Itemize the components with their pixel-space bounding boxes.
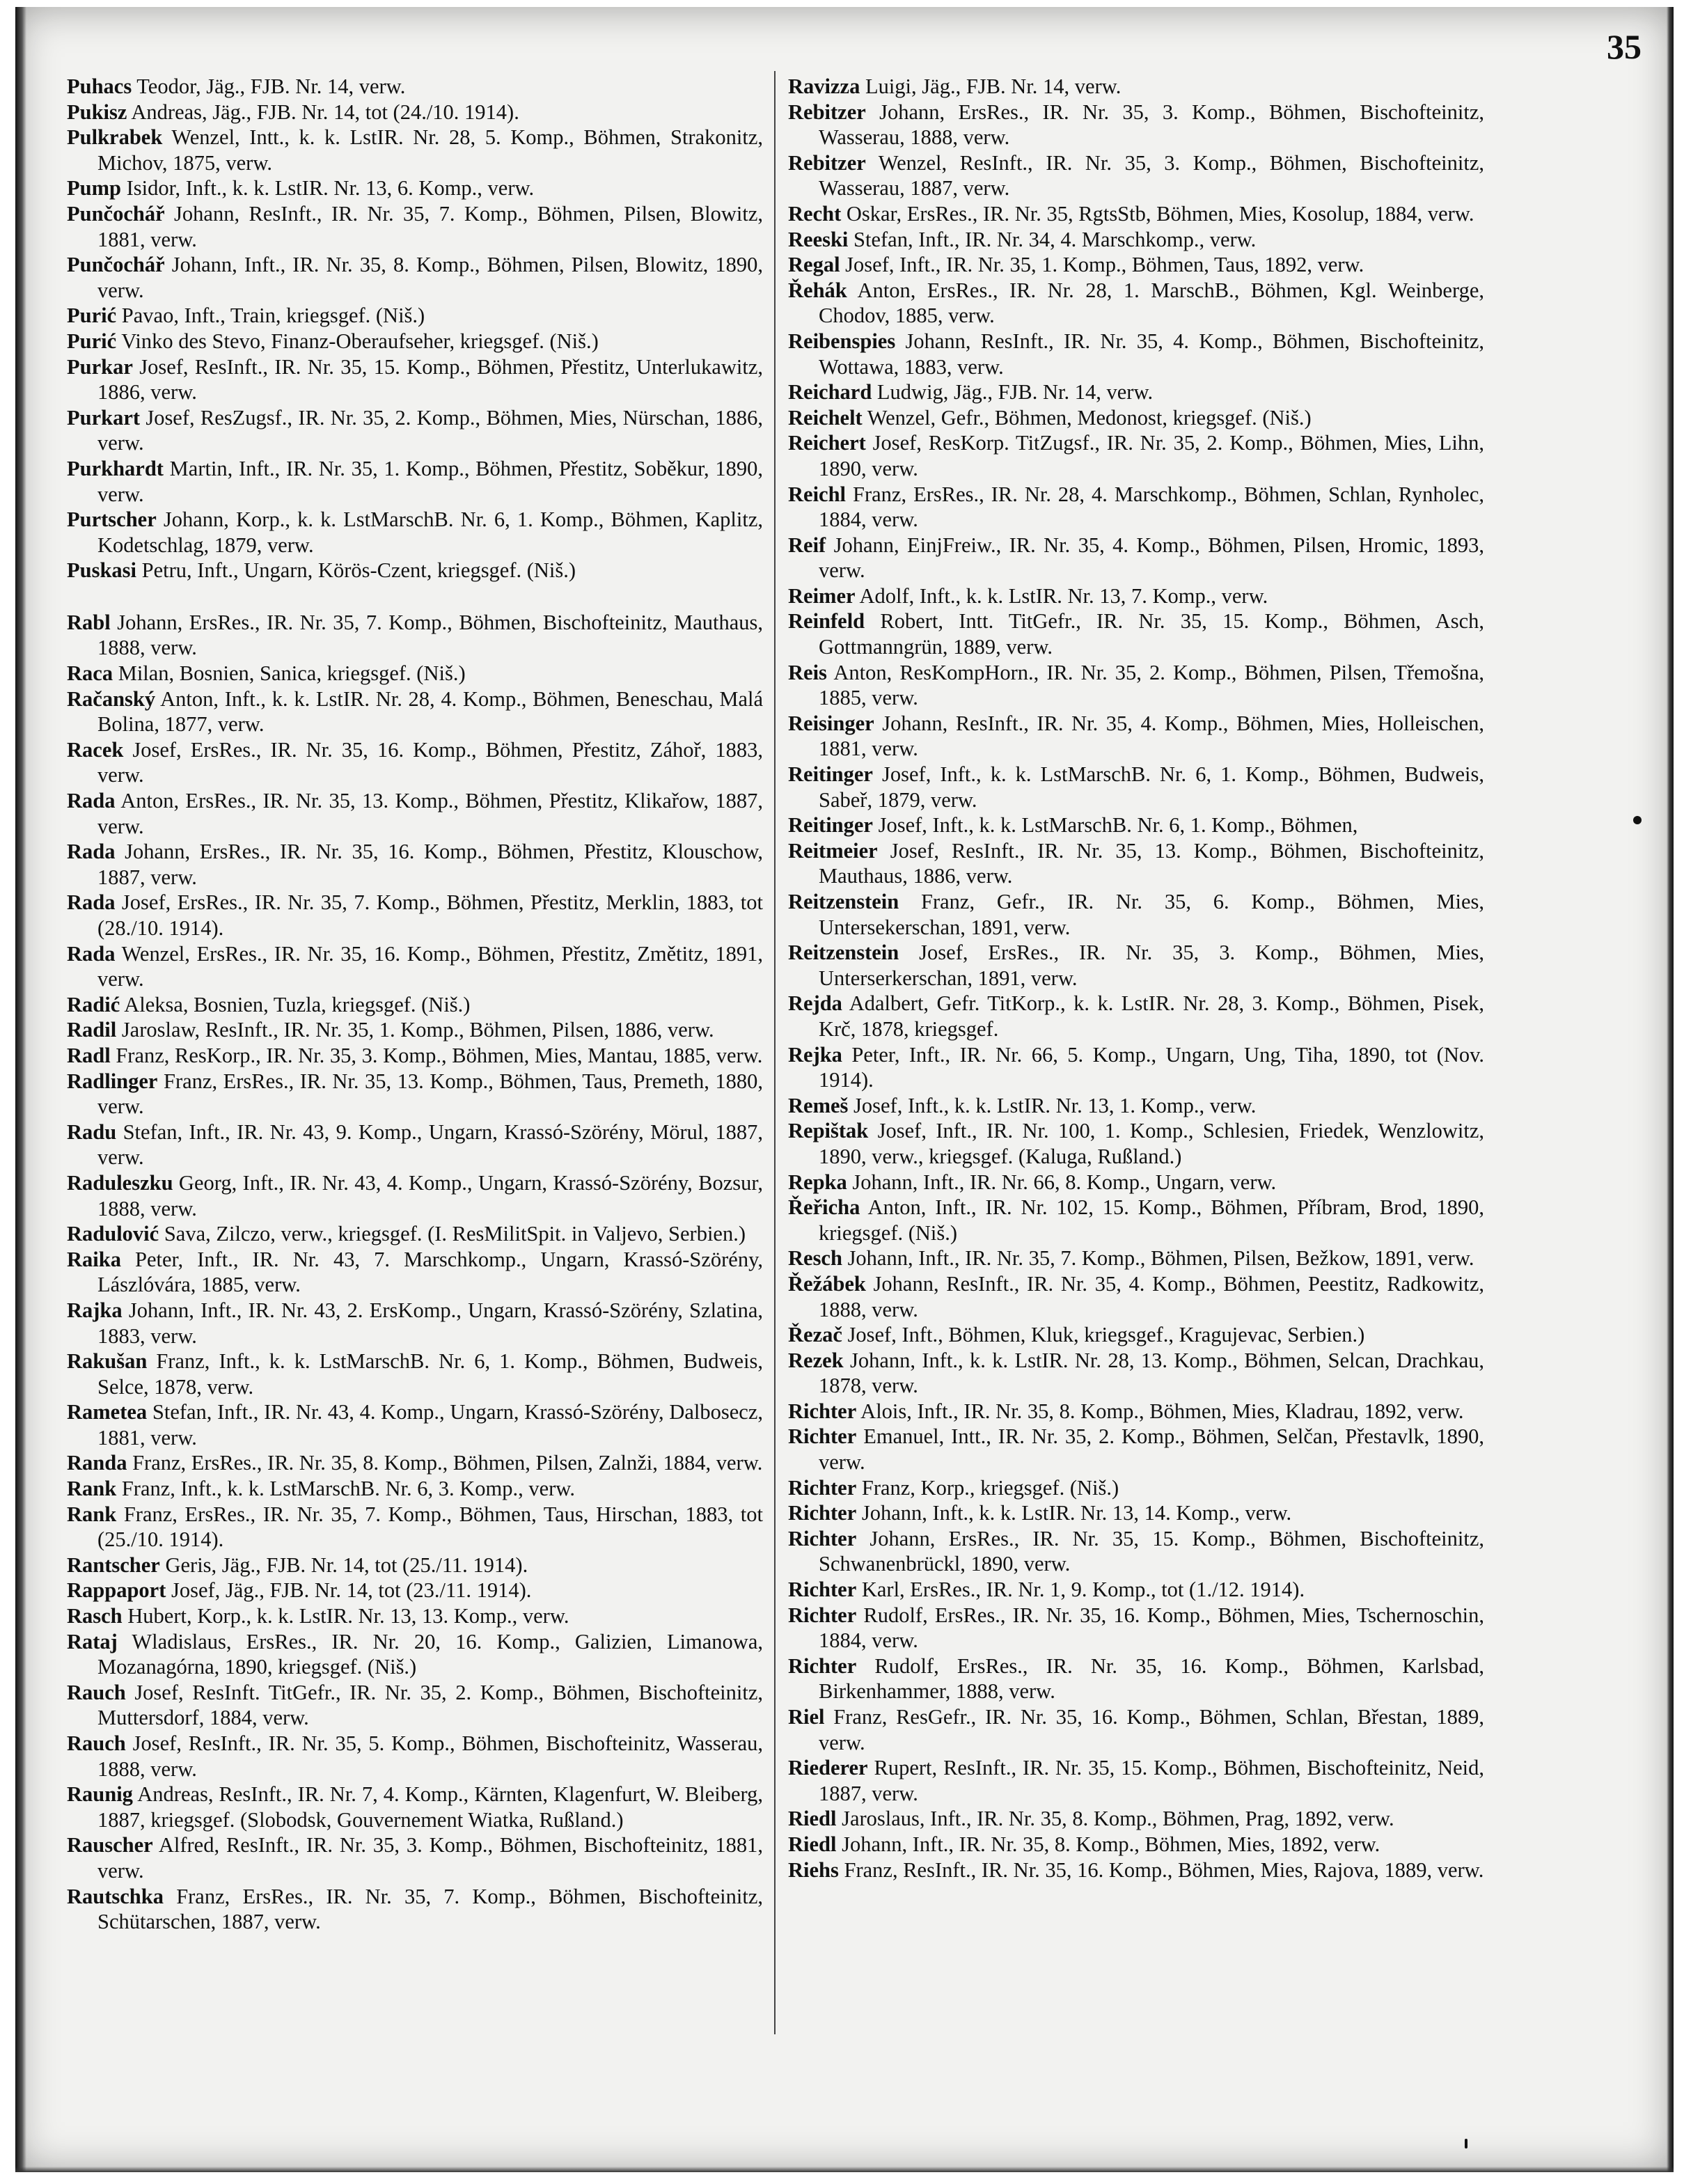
entry-details: Petru, Inft., Ungarn, Körös-Czent, kriegsgef. (Niš.) <box>136 558 576 583</box>
entry-details: Rupert, ResInft., IR. Nr. 35, 15. Komp., Böhmen, Bischofteinitz, Neid, 1887, verw. <box>819 1756 1484 1805</box>
register-entry <box>788 100 1484 150</box>
register-entry <box>67 125 763 175</box>
entry-surname: Řeřicha <box>788 1195 860 1220</box>
register-entry <box>788 1704 1484 1755</box>
entry-surname: Richter <box>788 1603 857 1627</box>
entry-surname: Richter <box>788 1399 857 1423</box>
register-entry <box>788 533 1484 583</box>
register-entry <box>788 1475 1484 1501</box>
entry-details: Josef, ResInft., IR. Nr. 35, 5. Komp., Böhmen, Bischofteinitz, Wasserau, 1888, verw. <box>97 1731 763 1781</box>
entry-details: Anton, ErsRes., IR. Nr. 35, 13. Komp., Böhmen, Přestitz, Klikařow, 1887, verw. <box>97 789 763 838</box>
entry-details: Andreas, Jäg., FJB. Nr. 14, tot (24./10. 1914). <box>127 100 519 124</box>
entry-details: Johann, Inft., k. k. LstIR. Nr. 28, 13. Komp., Böhmen, Selcan, Drachkau, 1878, verw. <box>819 1348 1484 1398</box>
register-entry <box>788 1577 1484 1603</box>
register-entry <box>67 1399 763 1450</box>
entry-surname: Richter <box>788 1501 857 1525</box>
register-entry <box>67 1069 763 1120</box>
entry-details: Stefan, Inft., IR. Nr. 43, 9. Komp., Ungarn, Krassó-Szörény, Mörul, 1887, verw. <box>97 1120 763 1170</box>
entry-details: Johann, Inft., IR. Nr. 43, 2. ErsKomp., Ungarn, Krassó-Szörény, Szlatina, 1883, verw. <box>97 1298 763 1348</box>
entry-details: Franz, Gefr., IR. Nr. 35, 6. Komp., Böhmen, Mies, Untersekerschan, 1891, verw. <box>819 890 1484 939</box>
register-entry <box>67 992 763 1018</box>
entry-surname: Rauscher <box>67 1833 153 1857</box>
entry-surname: Ravizza <box>788 74 860 98</box>
entry-surname: Račanský <box>67 686 156 711</box>
register-entry <box>67 1043 763 1069</box>
register-entry <box>788 1424 1484 1475</box>
entry-details: Hubert, Korp., k. k. LstIR. Nr. 13, 13. Komp., verw. <box>122 1604 569 1628</box>
entry-surname: Rauch <box>67 1680 126 1704</box>
scan-edge-right <box>1667 7 1674 2172</box>
ink-speck <box>1465 2139 1467 2148</box>
register-entry <box>788 227 1484 253</box>
register-entry <box>67 329 763 354</box>
register-entry <box>67 1349 763 1399</box>
entry-surname: Purkhardt <box>67 456 164 480</box>
register-entry <box>67 1017 763 1043</box>
register-entry <box>788 660 1484 711</box>
entry-surname: Pukisz <box>67 100 127 124</box>
entry-details: Wladislaus, ErsRes., IR. Nr. 20, 16. Komp., Galizien, Limanowa, Mozanagórna, 1890, kriegsgef. (Niš.) <box>97 1629 763 1679</box>
entry-surname: Richter <box>788 1578 857 1602</box>
entry-details: Wenzel, ResInft., IR. Nr. 35, 3. Komp., Böhmen, Bischofteinitz, Wasserau, 1887, verw. <box>819 150 1484 201</box>
entry-details: Josef, Jäg., FJB. Nr. 14, tot (23./11. 1914). <box>166 1578 532 1603</box>
register-entry <box>788 838 1484 889</box>
entry-surname: Purić <box>67 304 117 328</box>
entry-details: Johann, Inft., IR. Nr. 66, 8. Komp., Ungarn, verw. <box>847 1170 1277 1194</box>
entry-details: Johann, Korp., k. k. LstMarschB. Nr. 6, 1. Komp., Böhmen, Kaplitz, Kodetschlag, 1879, verw. <box>97 508 763 557</box>
entry-surname: Riedl <box>788 1807 837 1831</box>
entry-surname: Reitinger <box>788 813 873 838</box>
entry-surname: Reichard <box>788 380 872 404</box>
register-entry <box>67 201 763 252</box>
register-entry <box>67 1578 763 1603</box>
register-entry <box>788 1170 1484 1195</box>
entry-surname: Rajka <box>67 1298 123 1322</box>
register-entry <box>67 303 763 329</box>
entry-surname: Reimer <box>788 583 856 608</box>
entry-details: Johann, EinjFreiw., IR. Nr. 35, 4. Komp., Böhmen, Pilsen, Hromic, 1893, verw. <box>819 533 1484 583</box>
entry-surname: Repištak <box>788 1119 869 1143</box>
register-entry <box>788 1755 1484 1806</box>
entry-details: Josef, Inft., IR. Nr. 35, 1. Komp., Böhmen, Taus, 1892, verw. <box>840 253 1364 277</box>
entry-surname: Rank <box>67 1477 117 1501</box>
register-entry <box>67 1553 763 1578</box>
register-entry <box>788 1322 1484 1348</box>
register-entry <box>788 812 1484 838</box>
register-entry <box>788 1526 1484 1577</box>
register-entry <box>67 1782 763 1832</box>
entry-surname: Rakušan <box>67 1349 148 1374</box>
entry-details: Pavao, Inft., Train, kriegsgef. (Niš.) <box>116 304 425 328</box>
register-entry <box>67 1221 763 1247</box>
entry-details: Wenzel, ErsRes., IR. Nr. 35, 16. Komp., Böhmen, Přestitz, Změtitz, 1891, verw. <box>97 941 763 991</box>
entry-surname: Racek <box>67 737 124 762</box>
register-entry <box>67 1247 763 1298</box>
register-entry <box>788 991 1484 1042</box>
entry-details: Anton, Inft., IR. Nr. 102, 15. Komp., Böhmen, Příbram, Brod, 1890, kriegsgef. (Niš.) <box>819 1195 1484 1245</box>
entry-surname: Radil <box>67 1018 117 1042</box>
entry-details: Vinko des Stevo, Finanz-Oberaufseher, kriegsgef. (Niš.) <box>116 329 599 353</box>
register-entry <box>788 1832 1484 1857</box>
entry-surname: Rabl <box>67 610 111 634</box>
register-entry <box>67 737 763 788</box>
entry-surname: Riel <box>788 1705 825 1729</box>
register-entry <box>67 1731 763 1782</box>
register-entry <box>788 201 1484 227</box>
entry-surname: Reichert <box>788 431 866 455</box>
entry-surname: Riederer <box>788 1756 868 1780</box>
entry-surname: Reitzenstein <box>788 941 899 965</box>
entry-details: Peter, Inft., IR. Nr. 66, 5. Komp., Ungarn, Ung, Tiha, 1890, tot (Nov. 1914). <box>819 1042 1484 1092</box>
entry-surname: Raunig <box>67 1782 133 1807</box>
entry-surname: Rautschka <box>67 1884 164 1908</box>
entry-surname: Richter <box>788 1424 857 1449</box>
register-entry <box>67 1629 763 1680</box>
entry-surname: Reitinger <box>788 762 873 787</box>
register-entry <box>788 889 1484 940</box>
entry-surname: Raduleszku <box>67 1170 173 1195</box>
register-entry <box>67 354 763 405</box>
entry-surname: Rada <box>67 840 116 864</box>
entry-surname: Rebitzer <box>788 100 866 124</box>
left-column <box>67 74 763 1935</box>
entry-details: Josef, ResInft., IR. Nr. 35, 13. Komp., Böhmen, Bischofteinitz, Mauthaus, 1886, verw. <box>819 838 1484 888</box>
register-entry <box>67 686 763 737</box>
entry-surname: Řehák <box>788 278 847 302</box>
entry-surname: Radulović <box>67 1222 159 1246</box>
entry-details: Franz, Korp., kriegsgef. (Niš.) <box>856 1475 1119 1500</box>
entry-details: Anton, Inft., k. k. LstIR. Nr. 28, 4. Komp., Böhmen, Beneschau, Malá Bolina, 1877, verw. <box>97 686 763 737</box>
entry-details: Georg, Inft., IR. Nr. 43, 4. Komp., Ungarn, Krassó-Szörény, Bozsur, 1888, verw. <box>97 1170 763 1220</box>
register-entry <box>788 1271 1484 1322</box>
entry-surname: Rappaport <box>67 1578 166 1603</box>
entry-details: Geris, Jäg., FJB. Nr. 14, tot (25./11. 1914). <box>159 1553 528 1577</box>
scan-edge-bottom <box>15 2167 1674 2172</box>
entry-surname: Reichl <box>788 482 847 506</box>
entry-details: Johann, ErsRes., IR. Nr. 35, 15. Komp., Böhmen, Bischofteinitz, Schwanenbrückl, 1890, verw. <box>819 1526 1484 1576</box>
entry-details: Aleksa, Bosnien, Tuzla, kriegsgef. (Niš.) <box>120 992 471 1016</box>
entry-surname: Reinfeld <box>788 609 865 634</box>
entry-surname: Rasch <box>67 1604 123 1628</box>
entry-details: Teodor, Jäg., FJB. Nr. 14, verw. <box>132 74 406 98</box>
entry-surname: Rebitzer <box>788 150 866 175</box>
entry-details: Jaroslaw, ResInft., IR. Nr. 35, 1. Komp., Böhmen, Pilsen, 1886, verw. <box>116 1018 714 1042</box>
entry-surname: Rada <box>67 890 116 915</box>
entry-surname: Rametea <box>67 1400 148 1424</box>
entry-details: Robert, Intt. TitGefr., IR. Nr. 35, 15. Komp., Böhmen, Asch, Gottmanngrün, 1889, verw. <box>819 609 1484 659</box>
register-entry <box>67 610 763 661</box>
register-entry <box>67 1450 763 1476</box>
entry-surname: Řežábek <box>788 1271 866 1296</box>
entry-details: Franz, ResKorp., IR. Nr. 35, 3. Komp., Böhmen, Mies, Mantau, 1885, verw. <box>110 1043 763 1067</box>
entry-surname: Purić <box>67 329 117 353</box>
register-entry <box>67 1502 763 1553</box>
entry-surname: Riedl <box>788 1832 837 1856</box>
entry-details: Isidor, Inft., k. k. LstIR. Nr. 13, 6. Komp., verw. <box>120 176 535 201</box>
entry-details: Johann, ResInft., IR. Nr. 35, 4. Komp., Böhmen, Peestitz, Radkowitz, 1888, verw. <box>819 1271 1484 1321</box>
register-entry <box>788 1042 1484 1093</box>
register-entry <box>788 278 1484 329</box>
entry-surname: Puhacs <box>67 74 132 98</box>
entry-surname: Rezek <box>788 1348 844 1372</box>
entry-details: Stefan, Inft., IR. Nr. 43, 4. Komp., Ungarn, Krassó-Szörény, Dalbosecz, 1881, verw. <box>97 1400 763 1450</box>
entry-details: Franz, Inft., k. k. LstMarschB. Nr. 6, 3. Komp., verw. <box>116 1477 575 1501</box>
register-entry <box>788 1653 1484 1704</box>
entry-details: Josef, ResInft., IR. Nr. 35, 15. Komp., Böhmen, Přestitz, Unterlukawitz, 1886, verw. <box>97 354 763 404</box>
register-entry <box>67 1603 763 1629</box>
entry-details: Josef, ErsRes., IR. Nr. 35, 16. Komp., Böhmen, Přestitz, Záhoř, 1883, verw. <box>97 737 763 787</box>
register-entry <box>67 839 763 890</box>
register-entry <box>67 558 763 583</box>
entry-details: Franz, ErsRes., IR. Nr. 35, 8. Komp., Böhmen, Pilsen, Zalnži, 1884, verw. <box>127 1451 763 1475</box>
entry-details: Franz, ErsRes., IR. Nr. 35, 7. Komp., Böhmen, Bischofteinitz, Schütarschen, 1887, verw. <box>97 1884 763 1934</box>
register-entry <box>788 252 1484 278</box>
entry-details: Rudolf, ErsRes., IR. Nr. 35, 16. Komp., Böhmen, Mies, Tschernoschin, 1884, verw. <box>819 1603 1484 1653</box>
entry-details: Franz, ResInft., IR. Nr. 35, 16. Komp., Böhmen, Mies, Rajova, 1889, verw. <box>838 1857 1484 1882</box>
entry-details: Franz, ResGefr., IR. Nr. 35, 16. Komp., Böhmen, Schlan, Břestan, 1889, verw. <box>819 1705 1484 1754</box>
register-entry <box>67 1120 763 1170</box>
entry-details: Johann, ResInft., IR. Nr. 35, 4. Komp., Böhmen, Bischofteinitz, Wottawa, 1883, verw. <box>819 329 1484 379</box>
entry-surname: Pump <box>67 176 121 201</box>
entry-details: Josef, Inft., Böhmen, Kluk, kriegsgef., Kragujevac, Serbien.) <box>842 1323 1365 1347</box>
entry-surname: Richter <box>788 1653 857 1678</box>
register-entry <box>788 1500 1484 1526</box>
entry-details: Josef, ErsRes., IR. Nr. 35, 7. Komp., Böhmen, Přestitz, Merklin, 1883, tot (28./10. 1914). <box>97 890 763 940</box>
entry-surname: Richter <box>788 1526 857 1550</box>
register-entry <box>788 1603 1484 1653</box>
entry-surname: Rataj <box>67 1629 118 1653</box>
entry-surname: Raika <box>67 1247 121 1271</box>
entry-details: Johann, ResInft., IR. Nr. 35, 7. Komp., Böhmen, Pilsen, Blowitz, 1881, verw. <box>97 201 763 251</box>
register-entry <box>67 100 763 125</box>
entry-details: Emanuel, Intt., IR. Nr. 35, 2. Komp., Böhmen, Selčan, Přestavlk, 1890, verw. <box>819 1424 1484 1475</box>
entry-surname: Rejda <box>788 991 842 1016</box>
register-entry <box>67 788 763 839</box>
register-entry <box>788 1806 1484 1832</box>
entry-details: Sava, Zilczo, verw., kriegsgef. (I. ResMilitSpit. in Valjevo, Serbien.) <box>159 1222 746 1246</box>
register-entry <box>788 1118 1484 1169</box>
entry-surname: Purkart <box>67 405 141 430</box>
section-gap <box>67 583 763 610</box>
entry-surname: Rantscher <box>67 1553 160 1577</box>
entry-details: Johann, ResInft., IR. Nr. 35, 4. Komp., Böhmen, Mies, Holleischen, 1881, verw. <box>819 711 1484 761</box>
entry-details: Josef, Inft., IR. Nr. 100, 1. Komp., Schlesien, Friedek, Wenzlowitz, 1890, verw., kriegsgef. (Kaluga, Rußland.) <box>819 1119 1484 1168</box>
entry-surname: Rejka <box>788 1042 842 1067</box>
entry-surname: Rauch <box>67 1731 126 1755</box>
scan-edge-left <box>15 7 26 2172</box>
register-entry <box>788 608 1484 659</box>
register-entry <box>788 430 1484 481</box>
register-entry <box>67 1832 763 1883</box>
entry-details: Anton, ResKompHorn., IR. Nr. 35, 2. Komp., Böhmen, Pilsen, Třemošna, 1885, verw. <box>819 660 1484 710</box>
register-entry <box>788 1093 1484 1119</box>
register-entry <box>67 74 763 100</box>
register-entry <box>788 150 1484 201</box>
entry-surname: Raca <box>67 661 113 686</box>
entry-details: Milan, Bosnien, Sanica, kriegsgef. (Niš.) <box>113 661 466 686</box>
entry-surname: Reichelt <box>788 405 863 430</box>
entry-details: Alois, Inft., IR. Nr. 35, 8. Komp., Böhmen, Mies, Kladrau, 1892, verw. <box>856 1399 1464 1423</box>
entry-details: Karl, ErsRes., IR. Nr. 1, 9. Komp., tot (1./12. 1914). <box>856 1578 1305 1602</box>
entry-surname: Reitzenstein <box>788 890 899 913</box>
entry-details: Johann, Inft., k. k. LstIR. Nr. 13, 14. Komp., verw. <box>856 1501 1292 1525</box>
entry-surname: Radlinger <box>67 1069 158 1093</box>
register-entry <box>67 507 763 558</box>
entry-surname: Punčochář <box>67 201 165 226</box>
entry-details: Johann, ErsRes., IR. Nr. 35, 3. Komp., Böhmen, Bischofteinitz, Wasserau, 1888, verw. <box>819 100 1484 150</box>
register-entry <box>788 74 1484 100</box>
entry-details: Josef, Inft., k. k. LstMarschB. Nr. 6, 1. Komp., Böhmen, <box>872 813 1358 838</box>
entry-surname: Richter <box>788 1475 857 1500</box>
entry-details: Ludwig, Jäg., FJB. Nr. 14, verw. <box>872 380 1154 404</box>
entry-details: Johann, Inft., IR. Nr. 35, 7. Komp., Böhmen, Pilsen, Bežkow, 1891, verw. <box>842 1246 1474 1271</box>
entry-surname: Reisinger <box>788 711 874 735</box>
register-entry <box>788 940 1484 991</box>
register-entry <box>67 890 763 941</box>
entry-details: Johann, Inft., IR. Nr. 35, 8. Komp., Böhmen, Pilsen, Blowitz, 1890, verw. <box>97 253 763 302</box>
register-entry <box>788 1857 1484 1883</box>
entry-details: Andreas, ResInft., IR. Nr. 7, 4. Komp., Kärnten, Klagenfurt, W. Bleiberg, 1887, kriegsgef. (Slobodsk, Gouvernement Wiatka, Rußland.) <box>97 1782 763 1832</box>
register-entry <box>788 762 1484 812</box>
entry-surname: Pulkrabek <box>67 125 163 150</box>
entry-details: Wenzel, Gefr., Böhmen, Medonost, kriegsgef. (Niš.) <box>862 405 1312 430</box>
register-entry <box>67 941 763 992</box>
entry-surname: Riehs <box>788 1857 839 1882</box>
entry-surname: Reibenspies <box>788 329 896 353</box>
column-divider <box>774 71 776 2034</box>
entry-details: Josef, Inft., k. k. LstIR. Nr. 13, 1. Komp., verw. <box>848 1093 1257 1117</box>
entry-details: Josef, Inft., k. k. LstMarschB. Nr. 6, 1. Komp., Böhmen, Budweis, Sabeř, 1879, verw. <box>819 762 1484 812</box>
entry-details: Franz, ErsRes., IR. Nr. 35, 13. Komp., Böhmen, Taus, Premeth, 1880, verw. <box>97 1069 763 1119</box>
entry-surname: Purtscher <box>67 508 157 532</box>
entry-surname: Randa <box>67 1451 127 1475</box>
entry-details: Josef, ResZugsf., IR. Nr. 35, 2. Komp., Böhmen, Mies, Nürschan, 1886, verw. <box>97 405 763 455</box>
entry-surname: Rada <box>67 789 116 813</box>
register-entry <box>67 1884 763 1935</box>
entry-surname: Remeš <box>788 1093 849 1117</box>
register-entry <box>788 405 1484 431</box>
ink-speck <box>1633 816 1642 824</box>
entry-surname: Radić <box>67 992 120 1016</box>
entry-surname: Reis <box>788 660 827 684</box>
entry-surname: Resch <box>788 1246 842 1271</box>
register-entry <box>67 456 763 507</box>
entry-details: Jaroslaus, Inft., IR. Nr. 35, 8. Komp., Böhmen, Prag, 1892, verw. <box>836 1807 1394 1831</box>
entry-details: Franz, ErsRes., IR. Nr. 28, 4. Marschkomp., Böhmen, Schlan, Rynholec, 1884, verw. <box>819 482 1484 532</box>
register-entry <box>67 252 763 303</box>
entry-details: Adolf, Inft., k. k. LstIR. Nr. 13, 7. Komp., verw. <box>855 583 1268 608</box>
entry-details: Anton, ErsRes., IR. Nr. 28, 1. MarschB., Böhmen, Kgl. Weinberge, Chodov, 1885, verw. <box>819 278 1484 328</box>
entry-surname: Radl <box>67 1043 111 1067</box>
entry-details: Rudolf, ErsRes., IR. Nr. 35, 16. Komp., Böhmen, Karlsbad, Birkenhammer, 1888, verw. <box>819 1653 1484 1704</box>
entry-details: Alfred, ResInft., IR. Nr. 35, 3. Komp., Böhmen, Bischofteinitz, 1881, verw. <box>97 1833 763 1883</box>
entry-surname: Purkar <box>67 354 133 379</box>
register-entry <box>788 1195 1484 1246</box>
scanned-page <box>15 7 1674 2172</box>
register-entry <box>788 482 1484 533</box>
entry-surname: Rank <box>67 1502 117 1526</box>
register-entry <box>788 329 1484 379</box>
entry-details: Johann, Inft., IR. Nr. 35, 8. Komp., Böhmen, Mies, 1892, verw. <box>836 1832 1380 1856</box>
entry-details: Josef, ErsRes., IR. Nr. 35, 3. Komp., Böhmen, Mies, Unterserkerschan, 1891, verw. <box>819 941 1484 990</box>
register-entry <box>67 175 763 201</box>
page-number: 35 <box>1607 27 1642 66</box>
entry-details: Stefan, Inft., IR. Nr. 34, 4. Marschkomp., verw. <box>848 227 1257 251</box>
entry-surname: Recht <box>788 201 842 226</box>
entry-details: Luigi, Jäg., FJB. Nr. 14, verw. <box>860 74 1122 98</box>
register-entry <box>67 1476 763 1502</box>
entry-details: Franz, ErsRes., IR. Nr. 35, 7. Komp., Böhmen, Taus, Hirschan, 1883, tot (25./10. 1914). <box>97 1502 763 1552</box>
register-entry <box>788 711 1484 762</box>
entry-details: Franz, Inft., k. k. LstMarschB. Nr. 6, 1. Komp., Böhmen, Budweis, Selce, 1878, verw. <box>97 1349 763 1399</box>
register-entry <box>788 1348 1484 1399</box>
entry-details: Johann, ErsRes., IR. Nr. 35, 7. Komp., Böhmen, Bischofteinitz, Mauthaus, 1888, verw. <box>97 610 763 660</box>
register-entry <box>788 379 1484 405</box>
register-entry <box>788 1399 1484 1424</box>
entry-surname: Repka <box>788 1170 847 1194</box>
entry-details: Josef, ResInft. TitGefr., IR. Nr. 35, 2. Komp., Böhmen, Bischofteinitz, Muttersdorf, 1884, verw. <box>97 1680 763 1730</box>
entry-details: Martin, Inft., IR. Nr. 35, 1. Komp., Böhmen, Přestitz, Soběkur, 1890, verw. <box>97 456 763 506</box>
entry-surname: Reeski <box>788 227 849 251</box>
entry-surname: Reif <box>788 533 826 557</box>
entry-surname: Radu <box>67 1120 117 1144</box>
register-entry <box>67 1680 763 1731</box>
register-entry <box>67 405 763 456</box>
entry-details: Josef, ResKorp. TitZugsf., IR. Nr. 35, 2. Komp., Böhmen, Mies, Lihn, 1890, verw. <box>819 431 1484 480</box>
register-entry <box>67 1298 763 1349</box>
register-entry <box>67 661 763 686</box>
entry-surname: Punčochář <box>67 253 165 277</box>
register-entry <box>788 1246 1484 1271</box>
entry-surname: Rada <box>67 941 116 966</box>
entry-details: Johann, ErsRes., IR. Nr. 35, 16. Komp., Böhmen, Přestitz, Klouschow, 1887, verw. <box>97 840 763 889</box>
entry-details: Oskar, ErsRes., IR. Nr. 35, RgtsStb, Böhmen, Mies, Kosolup, 1884, verw. <box>841 201 1474 226</box>
register-entry <box>788 583 1484 609</box>
entry-surname: Reitmeier <box>788 838 878 863</box>
entry-details: Peter, Inft., IR. Nr. 43, 7. Marschkomp., Ungarn, Krassó-Szörény, Lászlóvára, 1885, verw. <box>97 1247 763 1297</box>
entry-surname: Regal <box>788 253 840 277</box>
entry-details: Adalbert, Gefr. TitKorp., k. k. LstIR. Nr. 28, 3. Komp., Böhmen, Pisek, Krč, 1878, kriegsgef. <box>819 991 1484 1041</box>
right-column <box>788 74 1484 1883</box>
register-entry <box>67 1170 763 1221</box>
entry-surname: Řezač <box>788 1323 842 1347</box>
entry-details: Wenzel, Intt., k. k. LstIR. Nr. 28, 5. Komp., Böhmen, Strakonitz, Michov, 1875, verw. <box>97 125 763 175</box>
entry-surname: Puskasi <box>67 558 137 583</box>
